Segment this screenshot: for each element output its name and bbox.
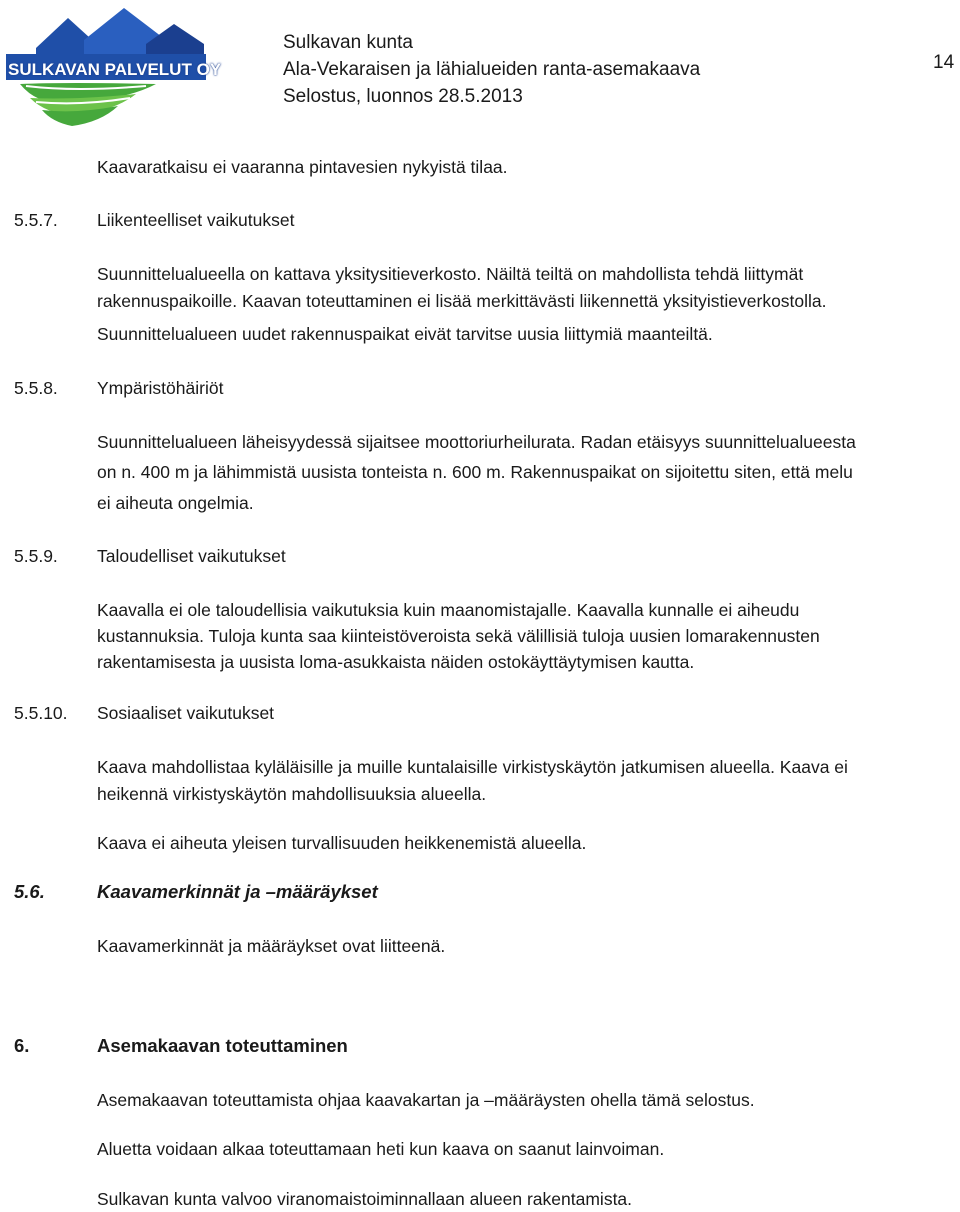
section-number: 5.5.9. bbox=[14, 546, 58, 566]
section-number: 6. bbox=[14, 1035, 30, 1056]
document-header bbox=[283, 29, 700, 110]
paragraph-line: rakentamisesta ja uusista loma-asukkaista näiden ostokäyttäytymisen kautta. bbox=[97, 652, 695, 672]
paragraph-line: Suunnittelualueen uudet rakennuspaikat eivät tarvitse uusia liittymiä maanteiltä. bbox=[97, 324, 713, 344]
paragraph-line: on n. 400 m ja lähimmistä uusista tonteista n. 600 m. Rakennuspaikat on sijoitettu siten, että melu bbox=[97, 462, 853, 482]
header-document-status: Selostus, luonnos 28.5.2013 bbox=[283, 86, 523, 107]
paragraph-line: ei aiheuta ongelmia. bbox=[97, 493, 254, 513]
section-heading: Taloudelliset vaikutukset bbox=[97, 546, 286, 566]
section-heading: Sosiaaliset vaikutukset bbox=[97, 703, 275, 723]
paragraph-line: Suunnittelualueella on kattava yksitysitieverkosto. Näiltä teiltä on mahdollista tehdä liittymät bbox=[97, 264, 804, 284]
section-number: 5.5.7. bbox=[14, 210, 58, 230]
paragraph-line: Kaava ei aiheuta yleisen turvallisuuden heikkenemistä alueella. bbox=[97, 833, 587, 853]
section-number: 5.5.10. bbox=[14, 703, 68, 723]
paragraph-line: Kaavaratkaisu ei vaaranna pintavesien nykyistä tilaa. bbox=[97, 157, 508, 177]
paragraph-line: Sulkavan kunta valvoo viranomaistoiminnallaan alueen rakentamista. bbox=[97, 1189, 633, 1209]
header-municipality: Sulkavan kunta bbox=[283, 32, 413, 53]
section-heading: Ympäristöhäiriöt bbox=[97, 378, 224, 398]
section-heading: Kaavamerkinnät ja –määräykset bbox=[97, 881, 378, 902]
paragraph-line: Kaavalla ei ole taloudellisia vaikutuksia kuin maanomistajalle. Kaavalla kunnalle ei aiheudu bbox=[97, 600, 800, 620]
paragraph-line: Asemakaavan toteuttamista ohjaa kaavakartan ja –määräysten ohella tämä selostus. bbox=[97, 1090, 755, 1110]
paragraph-line: rakennuspaikoille. Kaavan toteuttaminen ei lisää merkittävästi liikennettä yksityistieverkostolla. bbox=[97, 291, 827, 311]
paragraph-line: Aluetta voidaan alkaa toteuttamaan heti kun kaava on saanut lainvoiman. bbox=[97, 1139, 665, 1159]
paragraph-line: Suunnittelualueen läheisyydessä sijaitsee moottoriurheilurata. Radan etäisyys suunnittelualueesta bbox=[97, 432, 856, 452]
section-heading: Asemakaavan toteuttaminen bbox=[97, 1035, 348, 1056]
header-plan-name: Ala-Vekaraisen ja lähialueiden ranta-asemakaava bbox=[283, 59, 701, 80]
section-number: 5.5.8. bbox=[14, 378, 58, 398]
paragraph-line: heikennä virkistyskäytön mahdollisuuksia alueella. bbox=[97, 784, 487, 804]
company-logo bbox=[6, 4, 222, 128]
paragraph-line: kustannuksia. Tuloja kunta saa kiinteistöveroista sekä välillisiä tuloja uusien lomarakennusten bbox=[97, 626, 820, 646]
logo-text: SULKAVAN PALVELUT OY bbox=[8, 60, 222, 79]
page-number: 14 bbox=[933, 52, 955, 73]
paragraph-line: Kaavamerkinnät ja määräykset ovat liitteenä. bbox=[97, 936, 446, 956]
section-number: 5.6. bbox=[14, 881, 45, 902]
section-heading: Liikenteelliset vaikutukset bbox=[97, 210, 295, 230]
paragraph-line: Kaava mahdollistaa kyläläisille ja muille kuntalaisille virkistyskäytön jatkumisen alueella. Kaava ei bbox=[97, 757, 848, 777]
